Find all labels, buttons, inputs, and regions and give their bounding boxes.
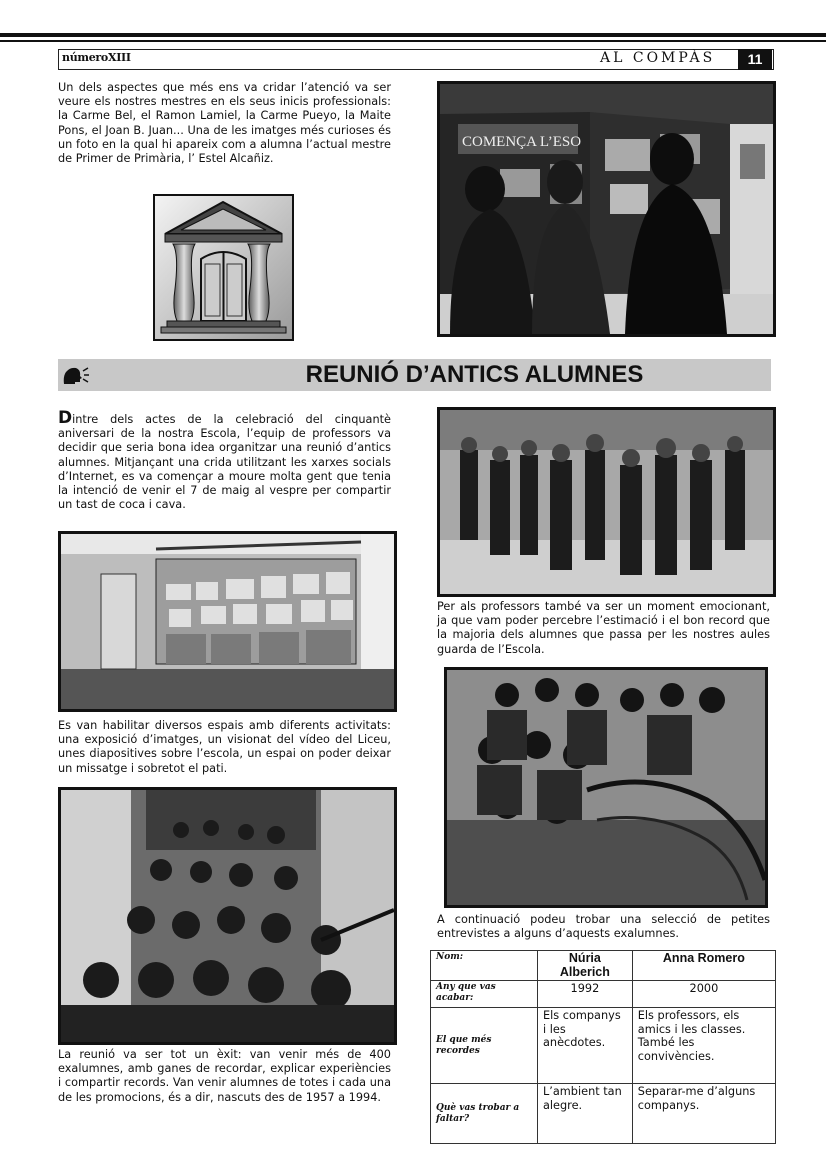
- photo-staircase-group: [444, 667, 768, 908]
- table-header-label: Nom:: [431, 951, 538, 981]
- article-paragraph-4: Per als professors també va ser un moment emocionant, ja que vam poder percebre l’estimació i el bon record que la majoria dels alumnes que passa per les nostres aules guarda de l’Escola.: [437, 600, 770, 656]
- drop-cap: D: [58, 408, 73, 428]
- person-name: Núria Alberich: [538, 951, 633, 981]
- magazine-title: AL COMPÀS: [600, 50, 716, 66]
- answer-cell: Separar-me d’alguns companys.: [632, 1084, 775, 1144]
- answer-cell: Els professors, els amics i les classes. També les convivències.: [632, 1008, 775, 1084]
- photo-crowd-corridor: [58, 787, 397, 1045]
- interview-table: [430, 950, 776, 1144]
- top-rule-thin: [0, 40, 826, 42]
- answer-cell: 1992: [538, 981, 633, 1008]
- answer-cell: 2000: [632, 981, 775, 1008]
- article-paragraph-3: La reunió va ser tot un èxit: van venir més de 400 exalumnes, amb ganes de recordar, explicar experiències i compartir records. Van venir alumnes de totes i cada una de les promocions, és a dir, nascuts des de 1957 a 1994.: [58, 1048, 391, 1104]
- person-name: Anna Romero: [632, 951, 775, 981]
- table-row: [431, 951, 776, 981]
- page-number: 11: [738, 49, 772, 70]
- answer-cell: L’ambient tan alegre.: [538, 1084, 633, 1144]
- photo-crowd-playground: [437, 407, 776, 597]
- question-label: El que més recordes: [431, 1008, 538, 1084]
- school-logo: [153, 194, 294, 341]
- section-title: REUNIÓ D’ANTICS ALUMNES: [305, 361, 644, 388]
- article-paragraph-5: A continuació podeu trobar una selecció de petites entrevistes a alguns d’aquests exalumnes.: [437, 913, 770, 941]
- photo-exhibition-students: [437, 81, 776, 337]
- issue-number: númeroXIII: [62, 51, 131, 64]
- exhibition-sign: COMENÇA L’ESO: [462, 134, 582, 150]
- answer-cell: Els companys i les anècdotes.: [538, 1008, 633, 1084]
- table-row: [431, 1084, 776, 1144]
- article-paragraph-2: Es van habilitar diversos espais amb diferents activitats: una exposició d’imatges, un visionat del vídeo del Liceu, unes diapositives sobre l’escola, un espai on poder deixar un missatge i sobretot el pati.: [58, 719, 391, 775]
- top-rule: [0, 33, 826, 37]
- article-paragraph-1: [58, 408, 391, 512]
- intro-paragraph: Un dels aspectes que més ens va cridar l’atenció va ser veure els nostres mestres en els seus inicis professionals: la Carme Bel, el Ramon Lamiel, la Carme Pueyo, la Maite Pons, el Joan B. Juan... Una de les imatges més curioses és un foto en la qual hi apareix com a alumna l’actual mestre de Primer de Primària, l’ Estel Alcañiz.: [58, 81, 391, 166]
- table-row: [431, 1008, 776, 1084]
- photo-exhibition-panels: [58, 531, 397, 712]
- question-label: Any que vas acabar:: [431, 981, 538, 1008]
- paragraph-1-text: intre dels actes de la celebració del cinquantè aniversari de la nostra Escola, l’equip de professors va decidir que seria bona idea organitzar una reunió d’antics alumnes. Mitjançant una crida utilitzant les xarxes socials d’Internet, es va començar a moure molta gent que tenia la intenció de venir el 7 de maig al vespre per compartir un tast de coca i cava.: [58, 413, 391, 512]
- table-row: [431, 981, 776, 1008]
- question-label: Què vas trobar a faltar?: [431, 1084, 538, 1144]
